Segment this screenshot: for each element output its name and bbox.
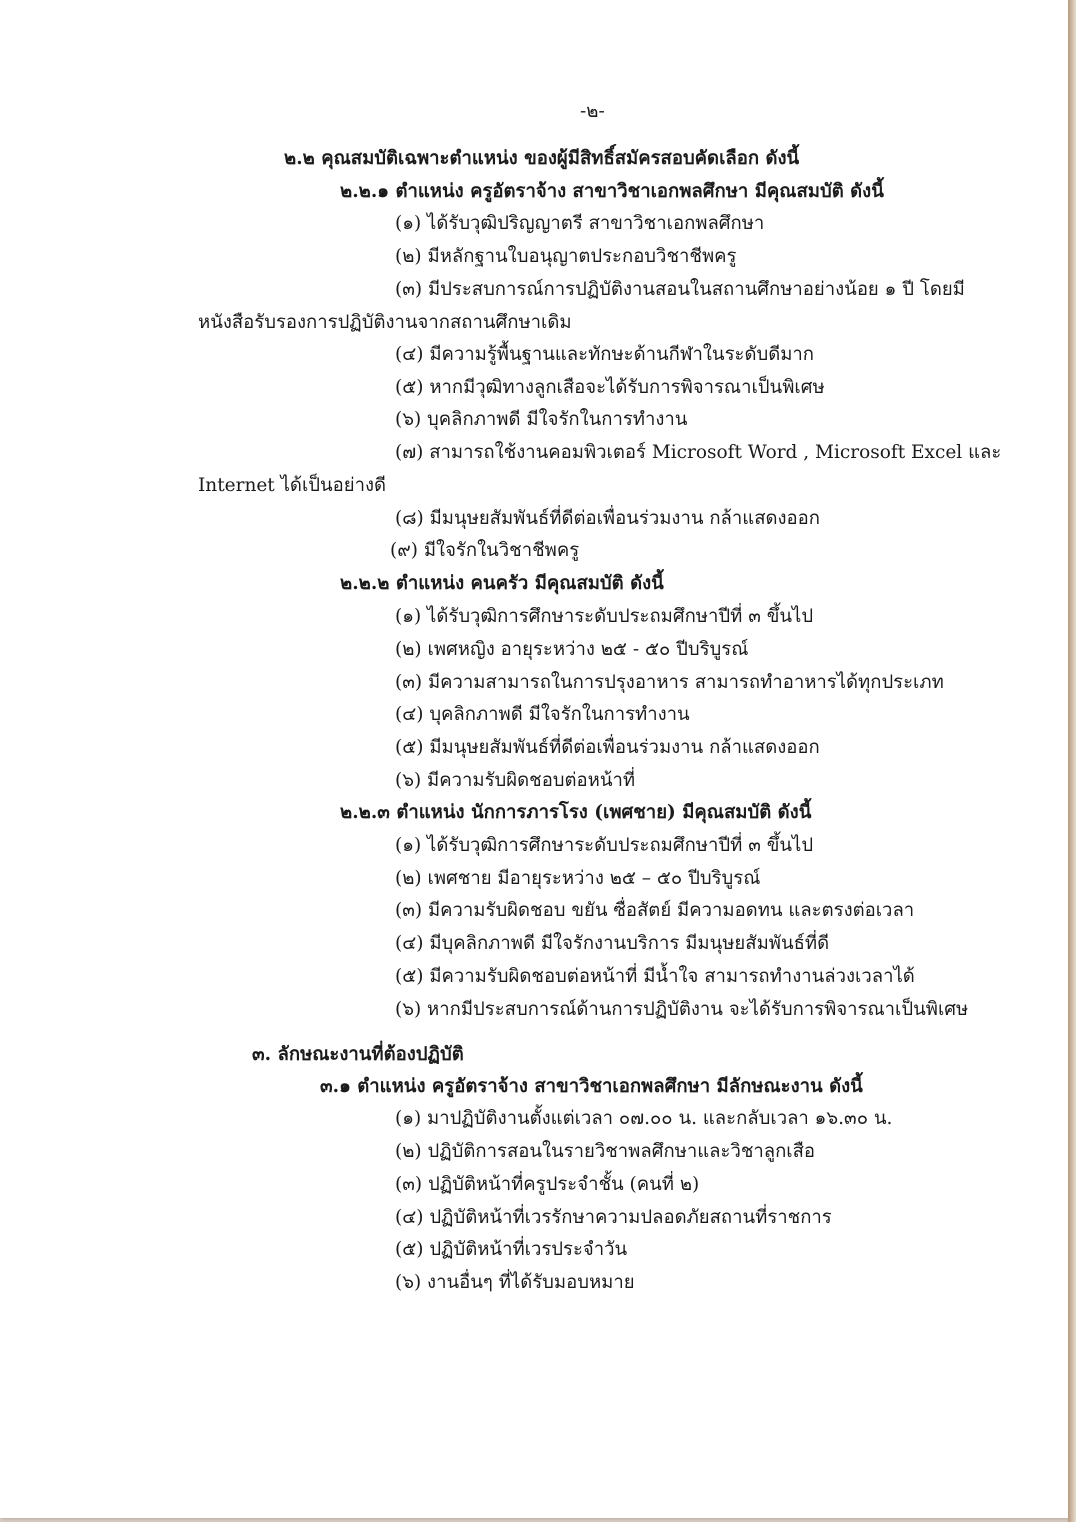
position-2-item: (๕) มีมนุษยสัมพันธ์ที่ดีต่อเพื่อนร่วมงาน กล้าแสดงออก bbox=[395, 737, 820, 758]
duty-item: (๑) มาปฏิบัติงานตั้งแต่เวลา ๐๗.๐๐ น. และกลับเวลา ๑๖.๓๐ น. bbox=[395, 1108, 893, 1129]
position-1-item: (๗) สามารถใช้งานคอมพิวเตอร์ Microsoft Word , Microsoft Excel และ bbox=[395, 442, 1002, 463]
position-1-item: (๑) ได้รับวุฒิปริญญาตรี สาขาวิชาเอกพลศึกษา bbox=[395, 213, 765, 234]
position-1-heading: ๒.๒.๑ ตำแหน่ง ครูอัตราจ้าง สาขาวิชาเอกพลศึกษา มีคุณสมบัติ ดังนี้ bbox=[340, 181, 884, 202]
position-1-item: (๔) มีความรู้พื้นฐานและทักษะด้านกีฬาในระดับดีมาก bbox=[395, 344, 814, 365]
duty-item: (๔) ปฏิบัติหน้าที่เวรรักษาความปลอดภัยสถานที่ราชการ bbox=[395, 1207, 832, 1228]
position-3-item: (๖) หากมีประสบการณ์ด้านการปฏิบัติงาน จะได้รับการพิจารณาเป็นพิเศษ bbox=[395, 999, 969, 1020]
position-1-item: (๕) หากมีวุฒิทางลูกเสือจะได้รับการพิจารณาเป็นพิเศษ bbox=[395, 377, 825, 398]
duty-item: (๒) ปฏิบัติการสอนในรายวิชาพลศึกษาและวิชาลูกเสือ bbox=[395, 1141, 816, 1162]
section-3-heading: ๓. ลักษณะงานที่ต้องปฏิบัติ bbox=[252, 1044, 464, 1065]
position-3-heading: ๒.๒.๓ ตำแหน่ง นักการภารโรง (เพศชาย) มีคุณสมบัติ ดังนี้ bbox=[340, 802, 812, 823]
section-3-1-heading: ๓.๑ ตำแหน่ง ครูอัตราจ้าง สาขาวิชาเอกพลศึกษา มีลักษณะงาน ดังนี้ bbox=[320, 1076, 863, 1097]
position-2-item: (๓) มีความสามารถในการปรุงอาหาร สามารถทำอาหารได้ทุกประเภท bbox=[395, 672, 944, 693]
position-1-item: (๙) มีใจรักในวิชาชีพครู bbox=[390, 540, 580, 561]
duty-item: (๓) ปฏิบัติหน้าที่ครูประจำชั้น (คนที่ ๒) bbox=[395, 1174, 700, 1195]
position-1-item: (๓) มีประสบการณ์การปฏิบัติงานสอนในสถานศึกษาอย่างน้อย ๑ ปี โดยมี bbox=[395, 279, 965, 300]
position-2-item: (๖) มีความรับผิดชอบต่อหน้าที่ bbox=[395, 770, 636, 791]
position-3-item: (๕) มีความรับผิดชอบต่อหน้าที่ มีน้ำใจ สามารถทำงานล่วงเวลาได้ bbox=[395, 966, 915, 987]
position-2-item: (๑) ได้รับวุฒิการศึกษาระดับประถมศึกษาปีที่ ๓ ขึ้นไป bbox=[395, 606, 814, 627]
position-3-item: (๑) ได้รับวุฒิการศึกษาระดับประถมศึกษาปีที่ ๓ ขึ้นไป bbox=[395, 835, 814, 856]
position-2-item: (๔) บุคลิกภาพดี มีใจรักในการทำงาน bbox=[395, 704, 690, 725]
position-3-item: (๔) มีบุคลิกภาพดี มีใจรักงานบริการ มีมนุษยสัมพันธ์ที่ดี bbox=[395, 933, 830, 954]
position-1-item-continuation: Internet ได้เป็นอย่างดี bbox=[198, 475, 387, 496]
page-number: -๒- bbox=[580, 101, 605, 122]
position-1-item: (๖) บุคลิกภาพดี มีใจรักในการทำงาน bbox=[395, 409, 688, 430]
position-1-item-continuation: หนังสือรับรองการปฏิบัติงานจากสถานศึกษาเดิม bbox=[198, 312, 572, 333]
position-1-item: (๒) มีหลักฐานใบอนุญาตประกอบวิชาชีพครู bbox=[395, 246, 737, 267]
position-3-item: (๒) เพศชาย มีอายุระหว่าง ๒๕ – ๕๐ ปีบริบูรณ์ bbox=[395, 868, 761, 889]
position-2-heading: ๒.๒.๒ ตำแหน่ง คนครัว มีคุณสมบัติ ดังนี้ bbox=[340, 573, 664, 594]
position-2-item: (๒) เพศหญิง อายุระหว่าง ๒๕ - ๕๐ ปีบริบูรณ์ bbox=[395, 639, 749, 660]
section-2-2-heading: ๒.๒ คุณสมบัติเฉพาะตำแหน่ง ของผู้มีสิทธิ์สมัครสอบคัดเลือก ดังนี้ bbox=[284, 148, 800, 169]
position-1-item: (๘) มีมนุษยสัมพันธ์ที่ดีต่อเพื่อนร่วมงาน กล้าแสดงออก bbox=[395, 508, 820, 529]
duty-item: (๖) งานอื่นๆ ที่ได้รับมอบหมาย bbox=[395, 1272, 635, 1293]
duty-item: (๕) ปฏิบัติหน้าที่เวรประจำวัน bbox=[395, 1239, 628, 1260]
position-3-item: (๓) มีความรับผิดชอบ ขยัน ซื่อสัตย์ มีความอดทน และตรงต่อเวลา bbox=[395, 900, 915, 921]
page-edge-shadow bbox=[1068, 0, 1076, 1522]
